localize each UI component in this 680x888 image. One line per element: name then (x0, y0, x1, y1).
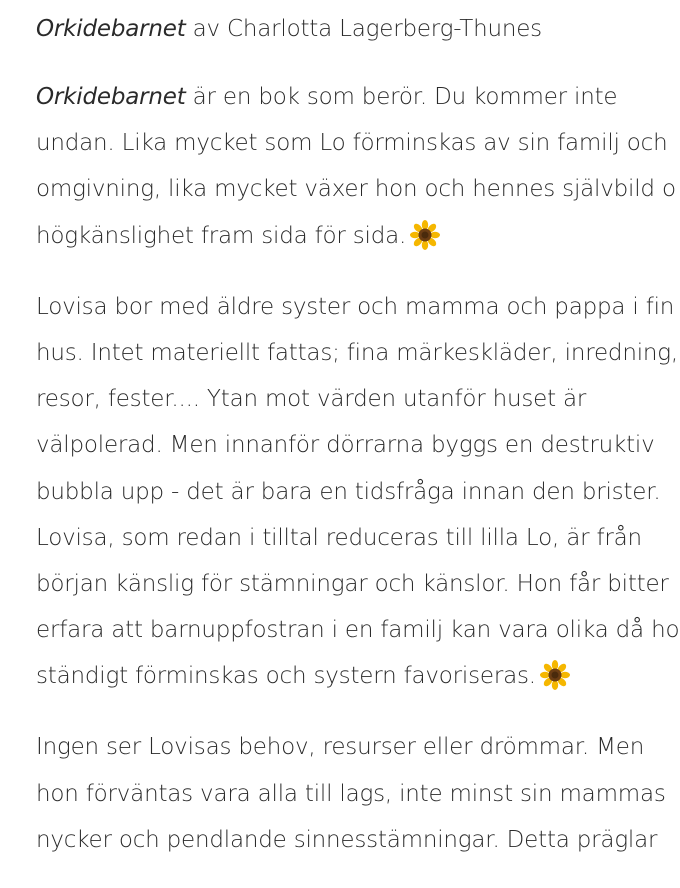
text-line: bubbla upp - det är bara en tidsfråga innan den brister. (36, 478, 661, 505)
book-title-inline: Orkidebarnet (36, 84, 186, 110)
text-line: hus. Intet materiellt fattas; fina märkeskläder, inredning, (36, 339, 678, 366)
text-line: Lovisa, som redan i tilltal reduceras till lilla Lo, är från (36, 524, 642, 551)
text-line: hon förväntas vara alla till lags, inte minst sin mammas (36, 780, 666, 807)
paragraph-1 (36, 74, 680, 259)
book-title: Orkidebarnet (36, 16, 186, 42)
text-line: omgivning, lika mycket växer hon och hennes självbild o (36, 176, 676, 203)
text-line: välpolerad. Men innanför dörrarna byggs en destruktiv (36, 432, 655, 459)
article-body (36, 12, 680, 888)
text-line: början känslig för stämningar och känslor. Hon får bitter (36, 570, 669, 597)
sunflower-icon (410, 220, 440, 250)
text-line: Ingen ser Lovisas behov, resurser eller drömmar. Men (36, 734, 645, 761)
paragraph-3 (36, 724, 680, 863)
author-byline: av Charlotta Lagerberg-Thunes (185, 16, 542, 42)
text-span: ständigt förminskas och systern favoriseras. (36, 663, 536, 690)
article-title (36, 12, 680, 46)
text-line (36, 74, 680, 120)
text-span: är en bok som berör. Du kommer inte (185, 84, 618, 110)
text-line: Lovisa bor med äldre syster och mamma och pappa i fin (36, 293, 675, 320)
text-line: undan. Lika mycket som Lo förminskas av sin familj och (36, 130, 668, 157)
text-line: erfara att barnuppfostran i en familj kan vara olika då ho (36, 617, 680, 644)
text-line (36, 213, 680, 259)
text-line: resor, fester.... Ytan mot värden utanför huset är (36, 386, 587, 413)
text-line: nycker och pendlande sinnesstämningar. Detta präglar (36, 826, 658, 853)
text-span: högkänslighet fram sida för sida. (36, 222, 407, 249)
sunflower-icon (540, 660, 570, 690)
paragraph-2 (36, 284, 680, 700)
text-line (36, 653, 680, 699)
